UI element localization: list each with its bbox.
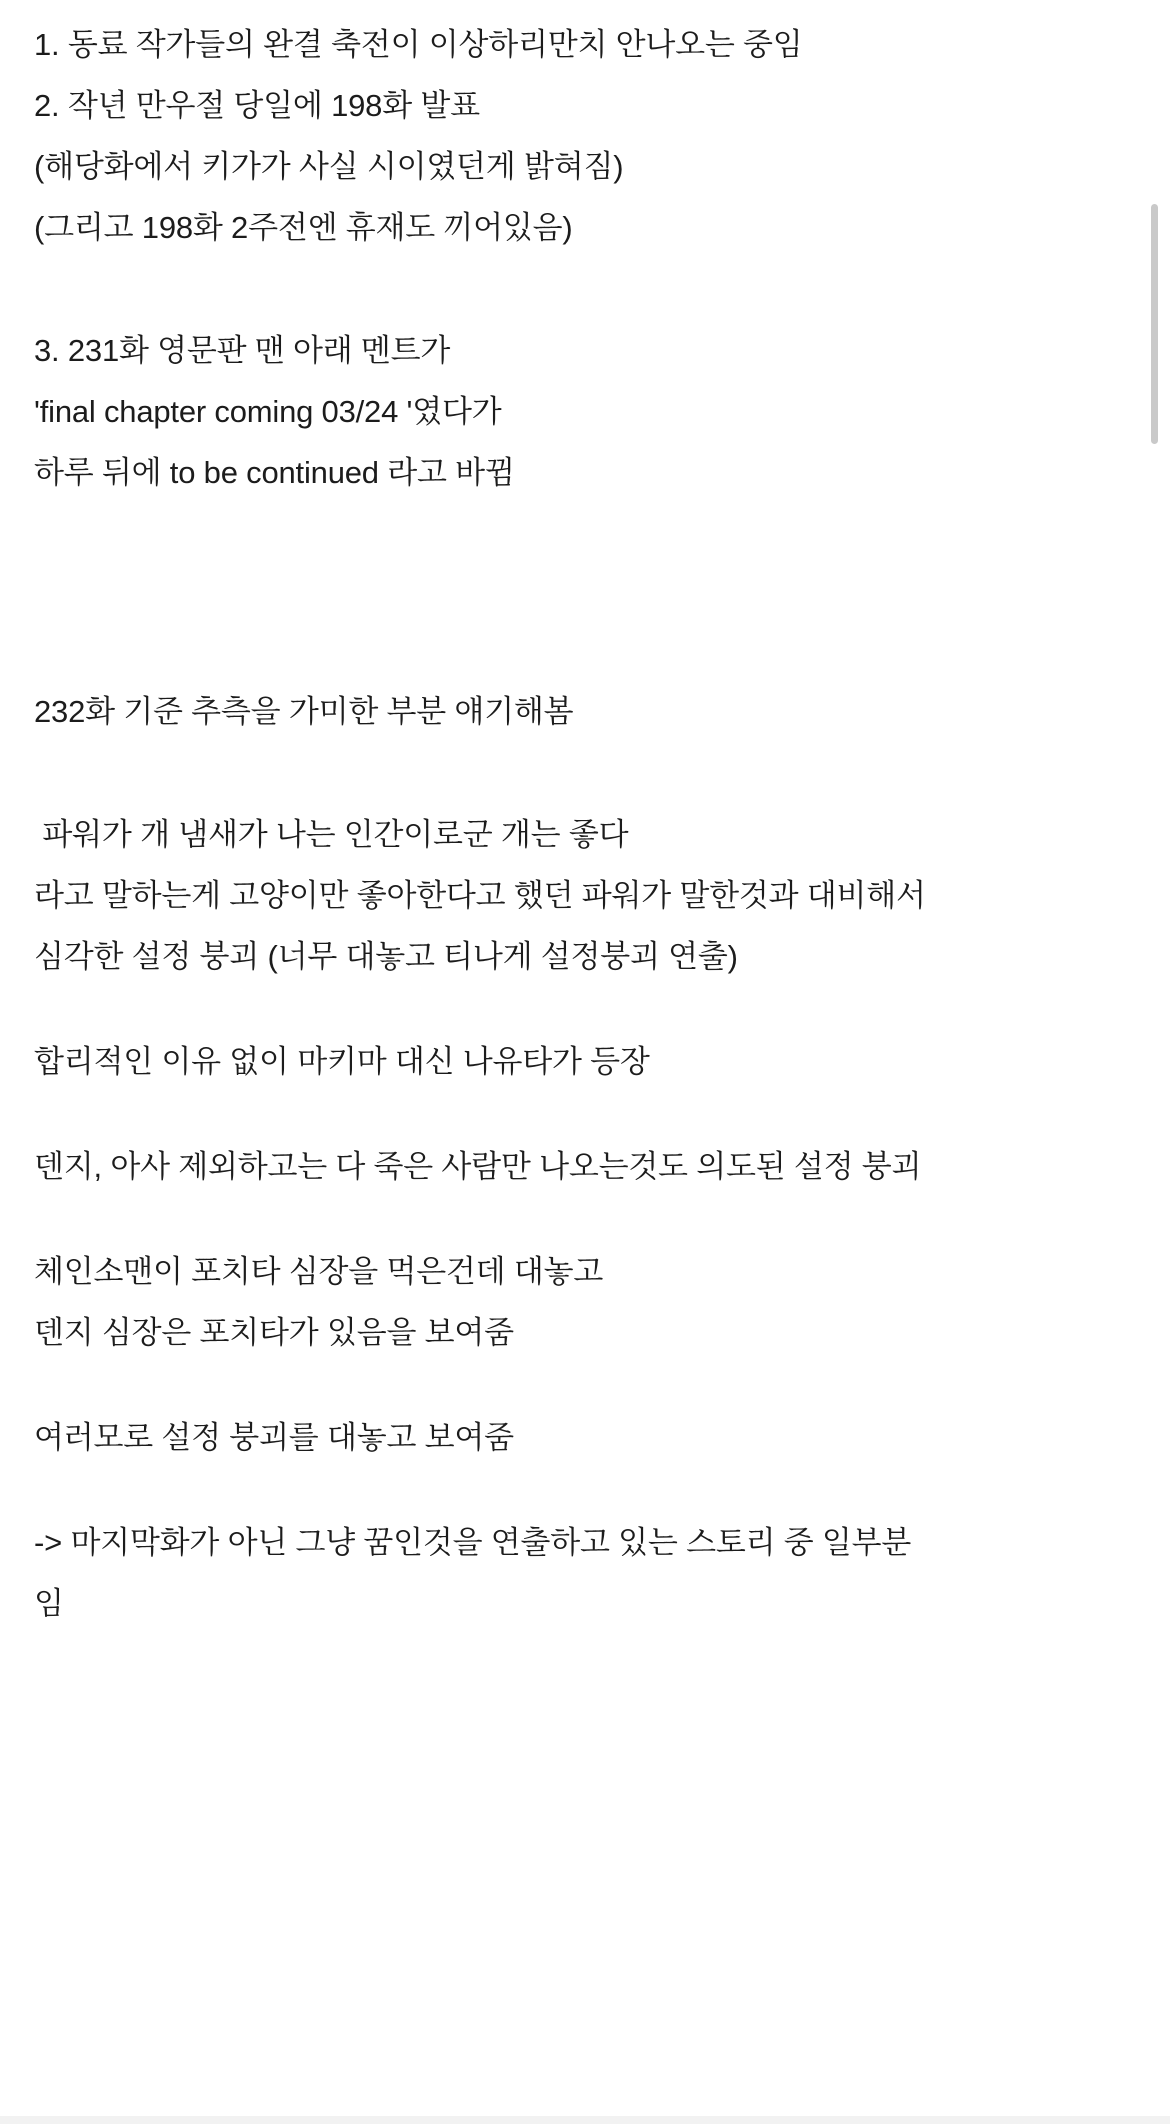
spacer (34, 987, 1136, 1031)
text-line: 파워가 개 냄새가 나는 인간이로군 개는 좋다 (34, 817, 629, 852)
text-line: (해당화에서 키가가 사실 시이였던게 밝혀짐) (34, 149, 624, 184)
text-line: (그리고 198화 2주전엔 휴재도 끼어있음) (34, 210, 573, 245)
text-line: 232화 기준 추측을 가미한 부분 얘기해봄 (34, 694, 574, 729)
spacer (34, 258, 1136, 320)
text-line: 덴지 심장은 포치타가 있음을 보여줌 (34, 1315, 514, 1350)
text-line: 라고 말하는게 고양이만 좋아한다고 했던 파워가 말한것과 대비해서 (34, 878, 926, 913)
text-line: 2. 작년 만우절 당일에 198화 발표 (34, 88, 480, 123)
text-line: 여러모로 설정 붕괴를 대놓고 보여줌 (34, 1420, 514, 1455)
scrollbar-track[interactable] (1156, 0, 1164, 2124)
bottom-divider (0, 2116, 1170, 2124)
text-line: 임 (34, 1586, 64, 1621)
spacer (34, 1468, 1136, 1512)
paragraph-block-7 (34, 1241, 1136, 1363)
paragraph-block-6 (34, 1136, 1136, 1197)
paragraph-block-5 (34, 1031, 1136, 1092)
paragraph-block-2 (34, 320, 1136, 503)
text-line: 체인소맨이 포치타 심장을 먹은건데 대놓고 (34, 1254, 604, 1289)
paragraph-block-9 (34, 1512, 1136, 1634)
text-line: 'final chapter coming 03/24 '였다가 (34, 394, 502, 429)
text-line: 1. 동료 작가들의 완결 축전이 이상하리만치 안나오는 중임 (34, 27, 803, 62)
text-line: 하루 뒤에 to be continued 라고 바뀜 (34, 455, 515, 490)
text-line: 덴지, 아사 제외하고는 다 죽은 사람만 나오는것도 의도된 설정 붕괴 (34, 1149, 922, 1184)
paragraph-block-4 (34, 804, 1136, 987)
paragraph-block-1 (34, 14, 1136, 258)
spacer (34, 742, 1136, 804)
spacer (34, 503, 1136, 681)
paragraph-block-3 (34, 681, 1136, 742)
text-line: 합리적인 이유 없이 마키마 대신 나유타가 등장 (34, 1044, 650, 1079)
text-line: -> 마지막화가 아닌 그냥 꿈인것을 연출하고 있는 스토리 중 일부분 (34, 1525, 912, 1560)
spacer (34, 1363, 1136, 1407)
scrollbar-thumb[interactable] (1151, 204, 1158, 444)
text-line: 심각한 설정 붕괴 (너무 대놓고 티나게 설정붕괴 연출) (34, 939, 738, 974)
text-line: 3. 231화 영문판 맨 아래 멘트가 (34, 333, 451, 368)
spacer (34, 1197, 1136, 1241)
paragraph-block-8 (34, 1407, 1136, 1468)
spacer (34, 1092, 1136, 1136)
